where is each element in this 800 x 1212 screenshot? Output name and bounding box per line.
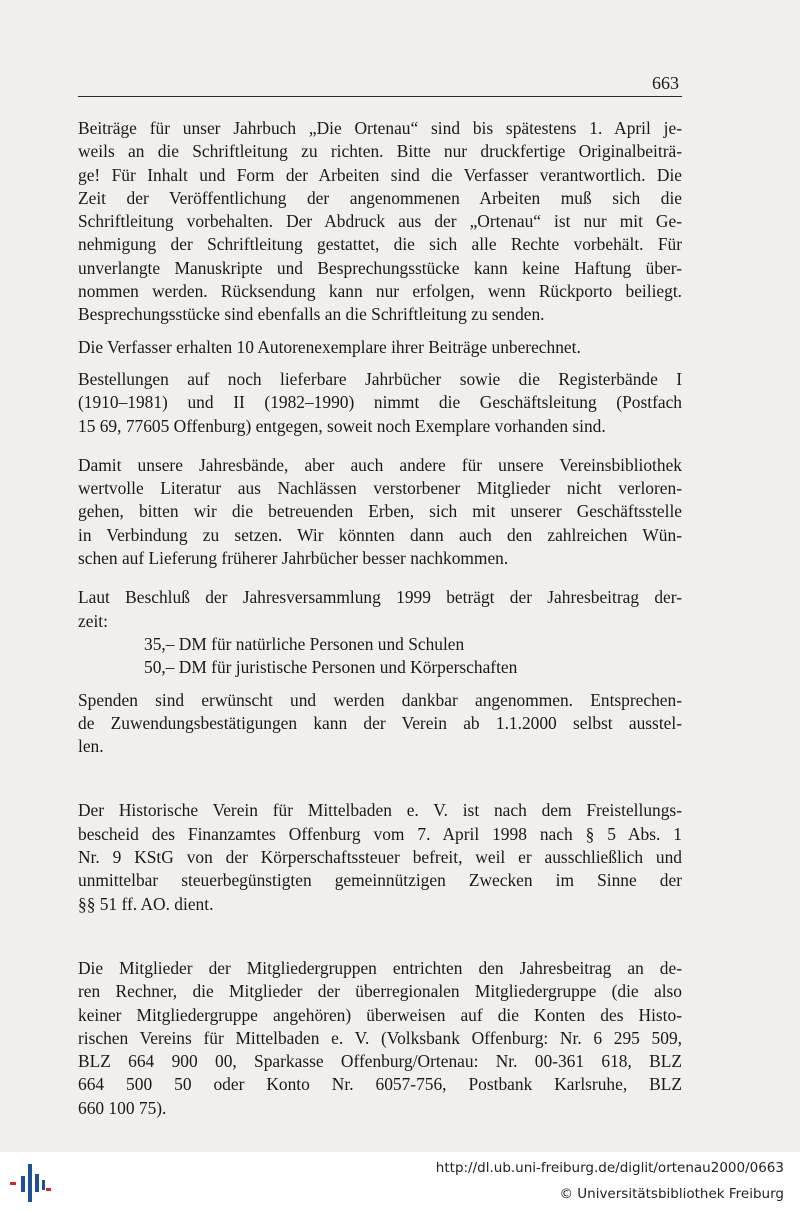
text-line: unmittelbar steuerbegünstigten gemeinnützigen Zwecken im Sinne der — [78, 870, 682, 891]
footer-url-link[interactable]: http://dl.ub.uni-freiburg.de/diglit/ortenau2000/0663 — [435, 1160, 784, 1176]
text-line: keiner Mitgliedergruppe angehören) überweisen auf die Konten des Histo- — [78, 1004, 682, 1025]
text-line: (1910–1981) und II (1982–1990) nimmt die Geschäftsleitung (Postfach — [78, 392, 682, 413]
text-line: Die Mitglieder der Mitgliedergruppen entrichten den Jahresbeitrag an de- — [78, 957, 682, 978]
text-line: Besprechungsstücke sind ebenfalls an die Schriftleitung zu senden. — [78, 304, 545, 325]
text-line: Der Historische Verein für Mittelbaden e. V. ist nach dem Freistellungs- — [78, 800, 682, 821]
paragraph-submission-rules — [78, 117, 682, 327]
text-line: de Zuwendungsbestätigungen kann der Verein ab 1.1.2000 selbst ausstel- — [78, 712, 682, 733]
text-line: 15 69, 77605 Offenburg) entgegen, soweit noch Exemplare vorhanden sind. — [78, 415, 606, 436]
text-line: Nr. 9 KStG von der Körperschaftssteuer befreit, weil er ausschließlich und — [78, 847, 682, 868]
paragraph-bank-accounts — [78, 957, 682, 1120]
text-line: in Verbindung zu setzen. Wir könnten dann auch den zahlreichen Wün- — [78, 524, 682, 545]
text-line: wertvolle Literatur aus Nachlässen verstorbener Mitglieder nicht verloren- — [78, 478, 682, 499]
text-line: nehmigung der Schriftleitung gestattet, die sich alle Rechte vorbehält. Für — [78, 234, 682, 255]
text-line: schen auf Lieferung früherer Jahrbücher besser nachkommen. — [78, 548, 509, 569]
text-line: nommen werden. Rücksendung kann nur erfolgen, wenn Rückporto beiliegt. — [78, 281, 682, 302]
paragraph-estates — [78, 454, 682, 570]
paragraph-author-copies — [78, 336, 682, 359]
text-line: rischen Vereins für Mittelbaden e. V. (Volksbank Offenburg: Nr. 6 295 509, — [78, 1027, 682, 1048]
paragraph-orders — [78, 368, 682, 438]
text-line: len. — [78, 736, 104, 757]
text-line: ge! Für Inhalt und Form der Arbeiten sind die Verfasser verantwortlich. Die — [78, 164, 682, 185]
text-line: ren Rechner, die Mitglieder der überregionalen Mitgliedergruppe (die also — [78, 981, 682, 1002]
ub-freiburg-logo-icon — [8, 1162, 52, 1206]
page-number: 663 — [652, 73, 679, 93]
text-line: Beiträge für unser Jahrbuch „Die Ortenau“ sind bis spätestens 1. April je- — [78, 118, 682, 138]
text-line: Bestellungen auf noch lieferbare Jahrbücher sowie die Registerbände I — [78, 368, 682, 389]
text-line: 660 100 75). — [78, 1097, 167, 1118]
fee-line: 50,– DM für juristische Personen und Körperschaften — [144, 657, 518, 678]
text-line: Laut Beschluß der Jahresversammlung 1999 beträgt der Jahresbeitrag der- — [78, 587, 682, 608]
paragraph-tax-exemption — [78, 799, 682, 915]
header-rule — [78, 96, 682, 97]
text-line: Die Verfasser erhalten 10 Autorenexemplare ihrer Beiträge unberechnet. — [78, 336, 581, 357]
text-line: Damit unsere Jahresbände, aber auch andere für unsere Vereinsbibliothek — [78, 454, 682, 475]
text-line: bescheid des Finanzamtes Offenburg vom 7. April 1998 nach § 5 Abs. 1 — [78, 823, 682, 844]
text-line: Spenden sind erwünscht und werden dankbar angenommen. Entsprechen- — [78, 689, 682, 710]
fee-line: 35,– DM für natürliche Personen und Schulen — [144, 633, 465, 654]
text-line: gehen, bitten wir die betreuenden Erben, sich mit unserer Geschäftsstelle — [78, 501, 682, 522]
text-line: BLZ 664 900 00, Sparkasse Offenburg/Ortenau: Nr. 00-361 618, BLZ — [78, 1051, 682, 1072]
text-line: Schriftleitung vorbehalten. Der Abdruck aus der „Ortenau“ ist nur mit Ge- — [78, 211, 682, 232]
text-line: 664 500 50 oder Konto Nr. 6057-756, Postbank Karlsruhe, BLZ — [78, 1074, 682, 1095]
text-line: Zeit der Veröffentlichung der angenommenen Arbeiten muß sich die — [78, 187, 682, 208]
text-line: zeit: — [78, 610, 108, 631]
footer-copyright: © Universitätsbibliothek Freiburg — [559, 1186, 784, 1202]
footer-bar — [0, 1152, 800, 1212]
text-line: weils an die Schriftleitung zu richten. Bitte nur druckfertige Originalbeiträ- — [78, 141, 682, 162]
text-line: unverlangte Manuskripte und Besprechungsstücke kann keine Haftung über- — [78, 257, 682, 278]
text-line: §§ 51 ff. AO. dient. — [78, 893, 214, 914]
body-text — [78, 117, 682, 1120]
paragraph-donations — [78, 689, 682, 759]
paragraph-annual-fee — [78, 586, 682, 679]
